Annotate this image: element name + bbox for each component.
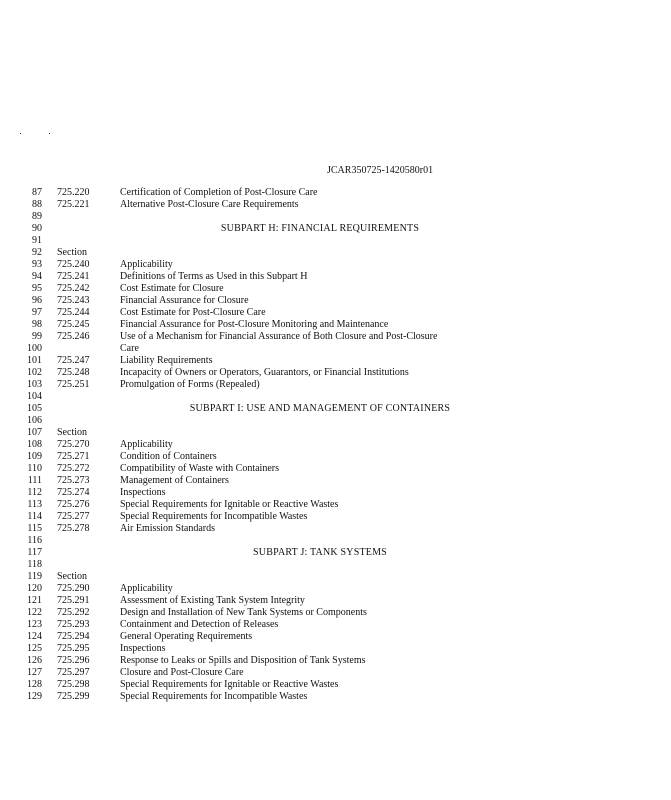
- section-title: Design and Installation of New Tank Systems or Components: [120, 607, 367, 618]
- line-number: 127: [27, 667, 42, 678]
- section-number: 725.273: [57, 475, 90, 486]
- document-line: [0, 415, 671, 427]
- line-number: 123: [27, 619, 42, 630]
- line-number: 92: [32, 247, 42, 258]
- section-number: 725.247: [57, 355, 90, 366]
- section-number: 725.277: [57, 511, 90, 522]
- line-number: 122: [27, 607, 42, 618]
- section-title: General Operating Requirements: [120, 631, 253, 642]
- section-title: Incapacity of Owners or Operators, Guarantors, or Financial Institutions: [120, 367, 409, 378]
- section-number: 725.298: [57, 679, 90, 690]
- section-title: Financial Assurance for Post-Closure Monitoring and Maintenance: [120, 319, 389, 330]
- section-title: Containment and Detection of Releases: [120, 619, 279, 630]
- section-number: 725.270: [57, 439, 90, 450]
- document-line: [0, 211, 671, 223]
- document-line: [0, 367, 671, 379]
- section-number: 725.242: [57, 283, 90, 294]
- section-number: 725.274: [57, 487, 90, 498]
- line-number: 89: [32, 211, 42, 222]
- document-line: [0, 343, 671, 355]
- line-number: 117: [27, 547, 42, 558]
- document-line: [0, 295, 671, 307]
- document-line: [0, 319, 671, 331]
- line-number: 90: [32, 223, 42, 234]
- section-number: Section: [57, 571, 87, 582]
- document-line: [0, 475, 671, 487]
- line-number: 103: [27, 379, 42, 390]
- section-title: Cost Estimate for Post-Closure Care: [120, 307, 266, 318]
- section-title: Applicability: [120, 259, 173, 270]
- subpart-heading: SUBPART J: TANK SYSTEMS: [253, 547, 387, 558]
- document-line: [0, 667, 671, 679]
- document-line: [0, 619, 671, 631]
- section-number: 725.243: [57, 295, 90, 306]
- section-number: 725.248: [57, 367, 90, 378]
- document-line: [0, 655, 671, 667]
- section-number: 725.251: [57, 379, 90, 390]
- line-number: 125: [27, 643, 42, 654]
- document-line: [0, 379, 671, 391]
- document-line: [0, 235, 671, 247]
- section-title: Applicability: [120, 439, 173, 450]
- line-number: 93: [32, 259, 42, 270]
- section-number: 725.244: [57, 307, 90, 318]
- section-title: Certification of Completion of Post-Closure Care: [120, 187, 318, 198]
- section-number: 725.221: [57, 199, 90, 210]
- section-title: Financial Assurance for Closure: [120, 295, 249, 306]
- section-title: Compatibility of Waste with Containers: [120, 463, 279, 474]
- document-line: [0, 559, 671, 571]
- section-number: 725.293: [57, 619, 90, 630]
- section-number: 725.278: [57, 523, 90, 534]
- document-line: [0, 691, 671, 703]
- section-number: 725.297: [57, 667, 90, 678]
- section-title: Air Emission Standards: [120, 523, 215, 534]
- section-number: 725.291: [57, 595, 90, 606]
- section-title: Promulgation of Forms (Repealed): [120, 379, 260, 390]
- line-number: 101: [27, 355, 42, 366]
- document-line: [0, 259, 671, 271]
- document-line: [0, 487, 671, 499]
- document-line: [0, 427, 671, 439]
- document-line: [0, 499, 671, 511]
- section-title: Care: [120, 343, 139, 354]
- line-number: 97: [32, 307, 42, 318]
- section-title: Inspections: [120, 643, 166, 654]
- line-number: 120: [27, 583, 42, 594]
- line-number: 104: [27, 391, 42, 402]
- section-title: Assessment of Existing Tank System Integrity: [120, 595, 305, 606]
- document-line: [0, 571, 671, 583]
- document-line: [0, 679, 671, 691]
- document-line: [0, 247, 671, 259]
- line-number: 116: [27, 535, 42, 546]
- line-number: 107: [27, 427, 42, 438]
- line-number: 96: [32, 295, 42, 306]
- line-number: 108: [27, 439, 42, 450]
- line-number: 99: [32, 331, 42, 342]
- section-number: 725.292: [57, 607, 90, 618]
- document-line: [0, 643, 671, 655]
- scan-speck: [20, 133, 21, 134]
- line-number: 110: [27, 463, 42, 474]
- line-number: 114: [27, 511, 42, 522]
- document-code: JCAR350725-1420580r01: [327, 165, 434, 176]
- section-title: Special Requirements for Ignitable or Reactive Wastes: [120, 679, 339, 690]
- section-title: Definitions of Terms as Used in this Subpart H: [120, 271, 308, 282]
- line-number: 124: [27, 631, 42, 642]
- section-number: 725.246: [57, 331, 90, 342]
- section-title: Use of a Mechanism for Financial Assurance of Both Closure and Post-Closure: [120, 331, 438, 342]
- section-number: Section: [57, 427, 87, 438]
- line-number: 94: [32, 271, 42, 282]
- line-number: 88: [32, 199, 42, 210]
- document-line: [0, 439, 671, 451]
- line-number: 128: [27, 679, 42, 690]
- section-number: 725.290: [57, 583, 90, 594]
- line-number: 87: [32, 187, 42, 198]
- line-number: 106: [27, 415, 42, 426]
- document-lines: [0, 187, 671, 703]
- line-number: 113: [27, 499, 42, 510]
- section-number: 725.299: [57, 691, 90, 702]
- line-number: 121: [27, 595, 42, 606]
- line-number: 102: [27, 367, 42, 378]
- line-number: 119: [27, 571, 42, 582]
- section-number: 725.276: [57, 499, 90, 510]
- section-title: Liability Requirements: [120, 355, 213, 366]
- document-line: [0, 355, 671, 367]
- section-title: Condition of Containers: [120, 451, 217, 462]
- document-line: [0, 223, 671, 235]
- document-line: [0, 451, 671, 463]
- line-number: 129: [27, 691, 42, 702]
- document-line: [0, 283, 671, 295]
- line-number: 91: [32, 235, 42, 246]
- document-line: [0, 595, 671, 607]
- line-number: 115: [27, 523, 42, 534]
- line-number: 95: [32, 283, 42, 294]
- line-number: 111: [27, 475, 42, 486]
- line-number: 126: [27, 655, 42, 666]
- section-number: 725.294: [57, 631, 90, 642]
- document-line: [0, 199, 671, 211]
- document-line: [0, 331, 671, 343]
- line-number: 105: [27, 403, 42, 414]
- section-number: Section: [57, 247, 87, 258]
- section-title: Management of Containers: [120, 475, 229, 486]
- section-title: Alternative Post-Closure Care Requirements: [120, 199, 299, 210]
- document-line: [0, 307, 671, 319]
- section-number: 725.296: [57, 655, 90, 666]
- scan-speck: [49, 133, 50, 134]
- line-number: 98: [32, 319, 42, 330]
- section-title: Closure and Post-Closure Care: [120, 667, 244, 678]
- line-number: 118: [27, 559, 42, 570]
- document-line: [0, 535, 671, 547]
- subpart-heading: SUBPART H: FINANCIAL REQUIREMENTS: [220, 223, 420, 234]
- document-line: [0, 607, 671, 619]
- section-number: 725.240: [57, 259, 90, 270]
- document-line: [0, 403, 671, 415]
- section-title: Response to Leaks or Spills and Disposition of Tank Systems: [120, 655, 366, 666]
- subpart-heading: SUBPART I: USE AND MANAGEMENT OF CONTAINERS: [189, 403, 451, 414]
- document-line: [0, 463, 671, 475]
- document-line: [0, 271, 671, 283]
- section-number: 725.245: [57, 319, 90, 330]
- section-title: Applicability: [120, 583, 173, 594]
- section-number: 725.295: [57, 643, 90, 654]
- section-number: 725.271: [57, 451, 90, 462]
- line-number: 109: [27, 451, 42, 462]
- section-number: 725.272: [57, 463, 90, 474]
- document-line: [0, 547, 671, 559]
- document-line: [0, 523, 671, 535]
- document-line: [0, 187, 671, 199]
- section-title: Cost Estimate for Closure: [120, 283, 224, 294]
- document-line: [0, 511, 671, 523]
- line-number: 100: [27, 343, 42, 354]
- document-line: [0, 631, 671, 643]
- document-line: [0, 583, 671, 595]
- section-title: Special Requirements for Incompatible Wastes: [120, 691, 308, 702]
- line-number: 112: [27, 487, 42, 498]
- section-title: Special Requirements for Incompatible Wastes: [120, 511, 308, 522]
- section-number: 725.241: [57, 271, 90, 282]
- section-title: Inspections: [120, 487, 166, 498]
- section-title: Special Requirements for Ignitable or Reactive Wastes: [120, 499, 339, 510]
- document-line: [0, 391, 671, 403]
- section-number: 725.220: [57, 187, 90, 198]
